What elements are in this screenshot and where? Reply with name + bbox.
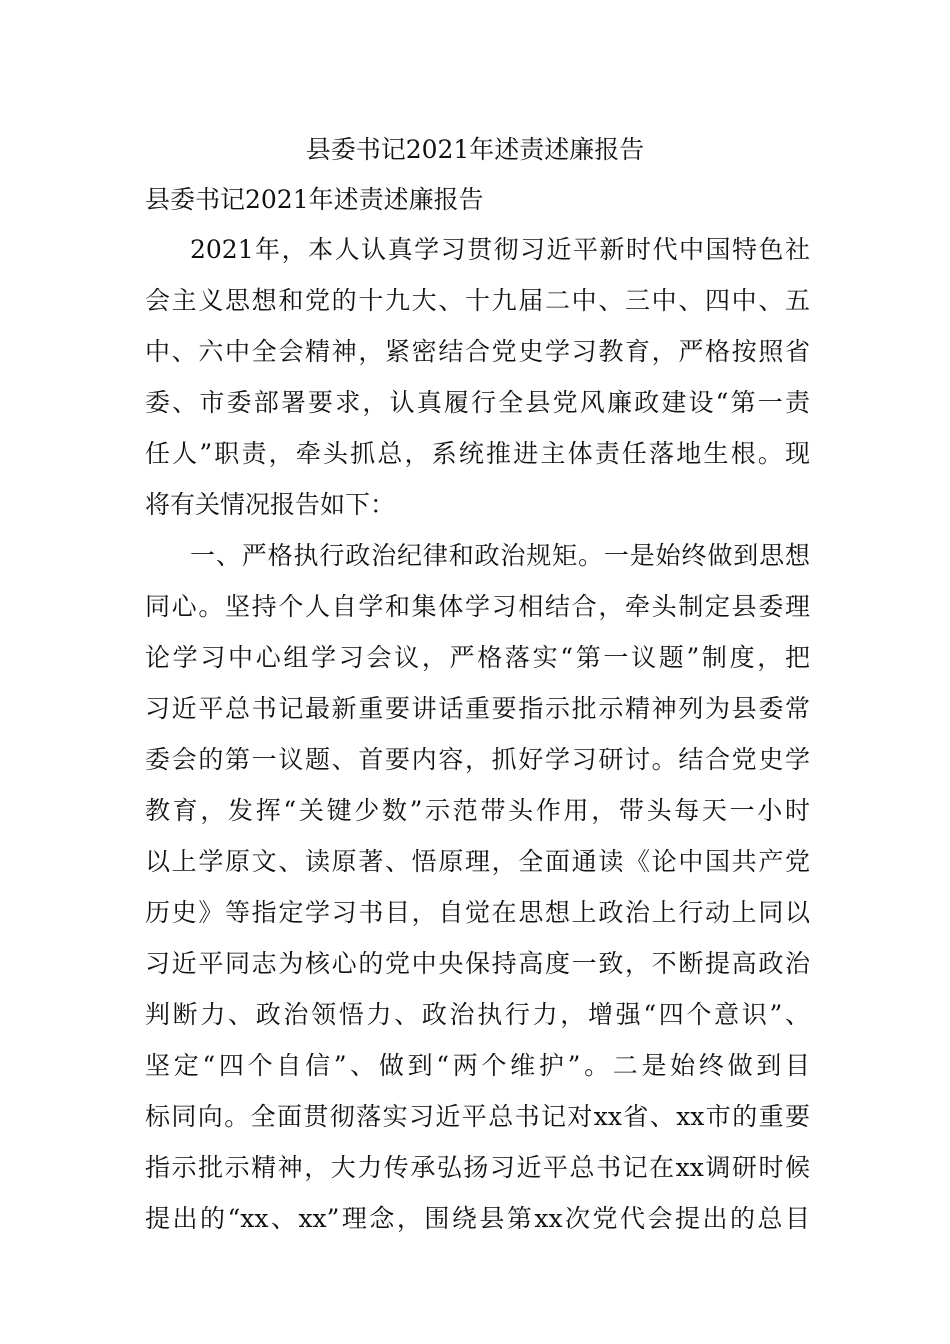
text-line: 任人”职责，牵头抓总，系统推进主体责任落地生根。现 xyxy=(145,439,810,468)
text-line: 委、市委部署要求，认真履行全县党风廉政建设“第一责 xyxy=(145,388,810,417)
text-line: 指示批示精神，大力传承弘扬习近平总书记在xx调研时候 xyxy=(145,1153,810,1182)
text-line: 以上学原文、读原著、悟原理，全面通读《论中国共产党 xyxy=(145,847,810,876)
text-line: 2021年，本人认真学习贯彻习近平新时代中国特色社 xyxy=(190,235,810,264)
document-subtitle: 县委书记2021年述责述廉报告 xyxy=(145,185,484,214)
text-line: 同心。坚持个人自学和集体学习相结合，牵头制定县委理 xyxy=(145,592,810,621)
text-line: 提出的“xx、xx”理念，围绕县第xx次党代会提出的总目 xyxy=(145,1204,810,1233)
text-line: 习近平同志为核心的党中央保持高度一致，不断提高政治 xyxy=(145,949,810,978)
text-line: 教育，发挥“关键少数”示范带头作用，带头每天一小时 xyxy=(145,796,810,825)
document-body xyxy=(145,230,810,1250)
text-line: 会主义思想和党的十九大、十九届二中、三中、四中、五 xyxy=(145,286,810,315)
text-line: 坚定“四个自信”、做到“两个维护”。二是始终做到目 xyxy=(145,1051,810,1080)
text-line: 历史》等指定学习书目，自觉在思想上政治上行动上同以 xyxy=(145,898,810,927)
text-line: 一、严格执行政治纪律和政治规矩。一是始终做到思想 xyxy=(190,541,810,570)
text-line: 将有关情况报告如下： xyxy=(145,490,396,519)
text-line: 中、六中全会精神，紧密结合党史学习教育，严格按照省 xyxy=(145,337,810,366)
text-line: 习近平总书记最新重要讲话重要指示批示精神列为县委常 xyxy=(145,694,810,723)
paragraph-section-one xyxy=(145,536,810,1250)
text-line: 委会的第一议题、首要内容，抓好学习研讨。结合党史学 xyxy=(145,745,810,774)
text-line: 论学习中心组学习会议，严格落实“第一议题”制度，把 xyxy=(145,643,810,672)
text-line: 判断力、政治领悟力、政治执行力，增强“四个意识”、 xyxy=(145,1000,810,1029)
text-line: 标同向。全面贯彻落实习近平总书记对xx省、xx市的重要 xyxy=(145,1102,810,1131)
document-title: 县委书记2021年述责述廉报告 xyxy=(305,135,645,164)
paragraph-intro xyxy=(145,230,810,536)
